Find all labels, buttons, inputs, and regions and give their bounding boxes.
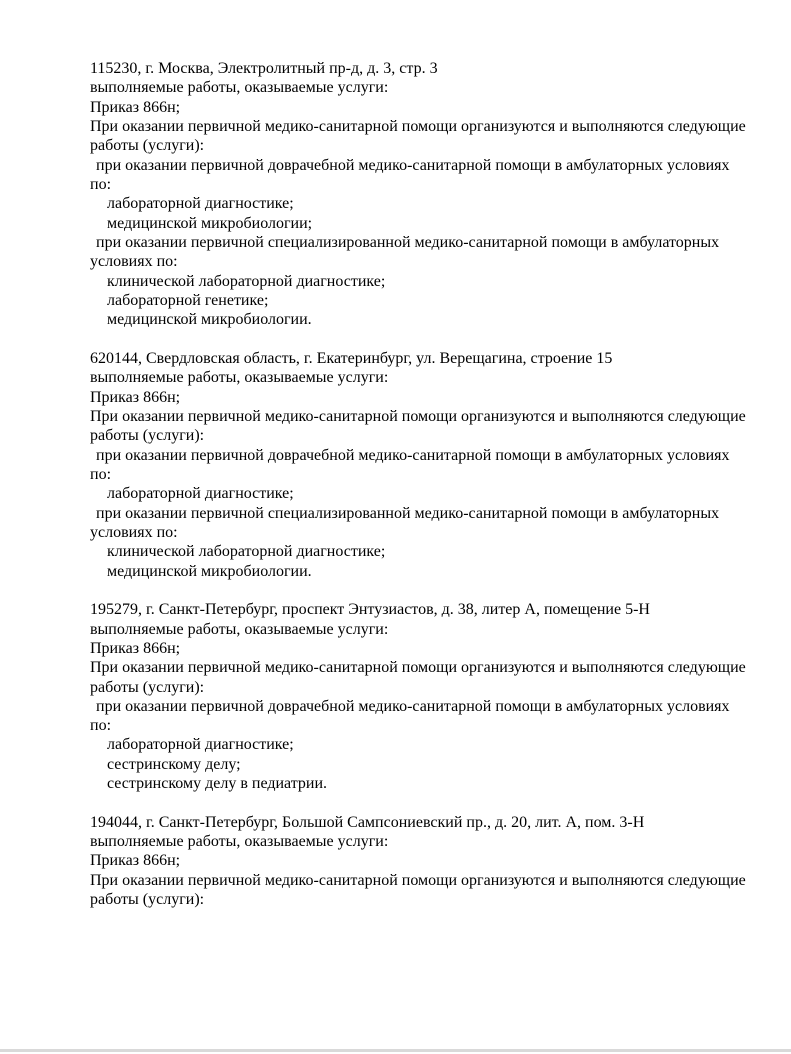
text-line: выполняемые работы, оказываемые услуги:: [90, 369, 389, 387]
text-line: при оказании первичной специализированной медико-санитарной помощи в амбулаторных: [96, 504, 720, 522]
text-line: работы (услуги):: [90, 427, 205, 445]
service-line: медицинской микробиологии.: [107, 311, 312, 329]
text-line: Приказ 866н;: [90, 388, 181, 406]
text-line: Приказ 866н;: [90, 98, 181, 116]
service-line: лабораторной диагностике;: [107, 736, 294, 754]
text-line: При оказании первичной медико-санитарной помощи организуются и выполняются следующие: [90, 871, 746, 889]
service-line: сестринскому делу в педиатрии.: [107, 775, 328, 793]
text-line: работы (услуги):: [90, 891, 205, 909]
text-line: работы (услуги):: [90, 137, 205, 155]
text-line: выполняемые работы, оказываемые услуги:: [90, 833, 389, 851]
address-line: 194044, г. Санкт-Петербург, Большой Сампсониевский пр., д. 20, лит. А, пом. 3-Н: [90, 813, 645, 831]
text-line: работы (услуги):: [90, 678, 205, 696]
text-line: При оказании первичной медико-санитарной помощи организуются и выполняются следующие: [90, 407, 746, 425]
license-address-block: [90, 59, 770, 330]
address-line: 115230, г. Москва, Электролитный пр-д, д. 3, стр. 3: [90, 60, 438, 77]
text-line: по:: [90, 465, 112, 483]
license-address-block: [90, 813, 770, 910]
text-line: выполняемые работы, оказываемые услуги:: [90, 620, 389, 638]
text-line: при оказании первичной доврачебной медико-санитарной помощи в амбулаторных условиях: [96, 156, 730, 174]
service-line: сестринскому делу;: [107, 755, 241, 773]
service-line: лабораторной диагностике;: [107, 485, 294, 503]
service-line: лабораторной генетике;: [107, 291, 269, 309]
service-line: клинической лабораторной диагностике;: [107, 543, 386, 561]
text-line: при оказании первичной доврачебной медико-санитарной помощи в амбулаторных условиях: [96, 446, 730, 464]
service-line: медицинской микробиологии.: [107, 562, 312, 580]
text-line: условиях по:: [90, 253, 178, 271]
license-address-block: [90, 600, 770, 793]
document-text: [90, 59, 770, 909]
text-line: при оказании первичной доврачебной медико-санитарной помощи в амбулаторных условиях: [96, 697, 730, 715]
service-line: медицинской микробиологии;: [107, 214, 313, 232]
license-address-block: [90, 349, 770, 581]
horizontal-scrollbar[interactable]: [0, 1049, 791, 1052]
address-line: 620144, Свердловская область, г. Екатеринбург, ул. Верещагина, строение 15: [90, 349, 613, 367]
text-line: При оказании первичной медико-санитарной помощи организуются и выполняются следующие: [90, 659, 746, 677]
text-line: выполняемые работы, оказываемые услуги:: [90, 79, 389, 97]
text-line: при оказании первичной специализированной медико-санитарной помощи в амбулаторных: [96, 233, 720, 251]
service-line: клинической лабораторной диагностике;: [107, 272, 386, 290]
text-line: Приказ 866н;: [90, 852, 181, 870]
text-line: При оказании первичной медико-санитарной помощи организуются и выполняются следующие: [90, 117, 746, 135]
address-line: 195279, г. Санкт-Петербург, проспект Энтузиастов, д. 38, литер А, помещение 5-Н: [90, 601, 650, 619]
text-line: Приказ 866н;: [90, 639, 181, 657]
text-line: по:: [90, 717, 112, 735]
text-line: условиях по:: [90, 523, 178, 541]
service-line: лабораторной диагностике;: [107, 195, 294, 213]
text-line: по:: [90, 175, 112, 193]
